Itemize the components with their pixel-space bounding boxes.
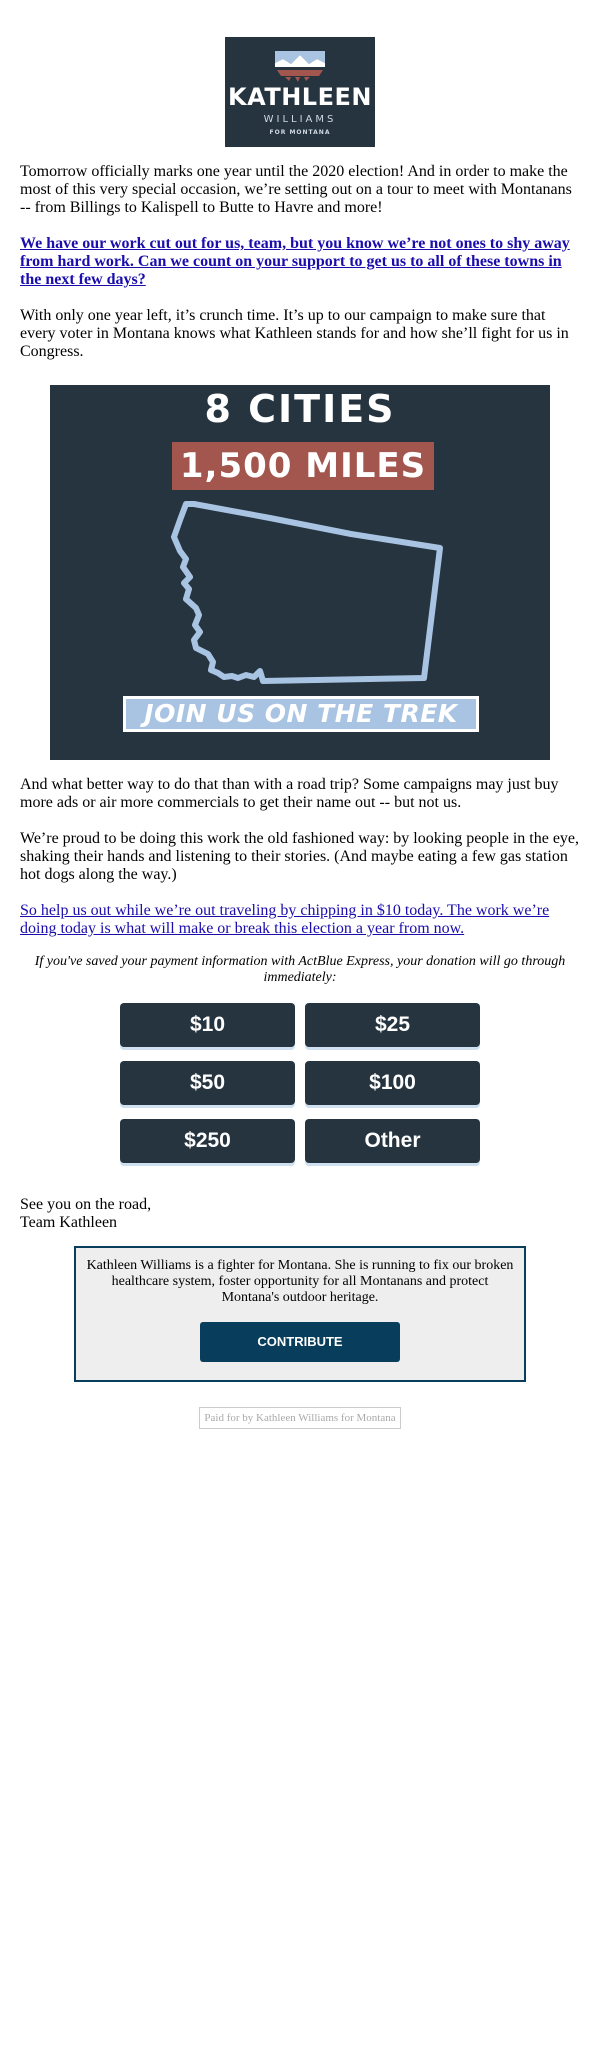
banner-miles: 1,500 MILES xyxy=(172,442,434,490)
banner-cities: 8 CITIES xyxy=(204,387,396,431)
support-link[interactable]: We have our work cut out for us, team, but you know we’re not ones to shy away from hard work. Can we count on your support to get us to all of these towns in the next few days? xyxy=(20,235,570,288)
actblue-note: If you've saved your payment information with ActBlue Express, your donation will go through immediately: xyxy=(34,954,566,985)
donation-buttons xyxy=(120,1003,480,1163)
crunch-paragraph: With only one year left, it’s crunch time. It’s up to our campaign to make sure that every voter in Montana knows what Kathleen stands for and how she’ll fight for us in Congress. xyxy=(20,307,569,360)
donate-100-button[interactable]: $100 xyxy=(305,1061,480,1105)
footer-box xyxy=(74,1246,526,1382)
donate-250-button[interactable]: $250 xyxy=(120,1119,295,1163)
proud-paragraph: We’re proud to be doing this work the old fashioned way: by looking people in the eye, shaking their hands and listening to their stories. (And maybe eating a few gas station hot dogs along the way.) xyxy=(20,830,580,883)
signoff-line: See you on the road, xyxy=(20,1196,152,1213)
campaign-logo xyxy=(225,37,375,147)
join-trek-button[interactable]: JOIN US ON THE TREK xyxy=(123,696,479,732)
donate-10-button[interactable]: $10 xyxy=(120,1003,295,1047)
contribute-button[interactable]: CONTRIBUTE xyxy=(200,1322,400,1362)
footer-text: Kathleen Williams is a fighter for Montana. She is running to fix our broken healthcare system, foster opportunity for all Montanans and protect Montana's outdoor heritage. xyxy=(86,1258,514,1305)
chip-in-link[interactable]: So help us out while we’re out traveling by chipping in $10 today. The work we’re doing today is what will make or break this election a year from now. xyxy=(20,902,550,937)
donate-25-button[interactable]: $25 xyxy=(305,1003,480,1047)
logo-name: KATHLEEN xyxy=(228,83,372,111)
donate-other-button[interactable]: Other xyxy=(305,1119,480,1163)
donate-50-button[interactable]: $50 xyxy=(120,1061,295,1105)
email-body xyxy=(10,0,590,1429)
road-trip-banner[interactable] xyxy=(50,385,550,760)
logo-subtitle: WILLIAMS xyxy=(263,114,337,125)
signoff-team: Team Kathleen xyxy=(20,1214,118,1231)
intro-paragraph: Tomorrow officially marks one year until the 2020 election! And in order to make the most of this very special occasion, we’re setting out on a tour to meet with Montanans -- from Billings to Kalispell to Butte to Havre and more! xyxy=(20,163,572,216)
road-trip-paragraph: And what better way to do that than with a road trip? Some campaigns may just buy more ads or air more commercials to get their name out -- but not us. xyxy=(20,776,559,811)
logo-tagline: FOR MONTANA xyxy=(269,129,331,136)
paid-for-disclaimer: Paid for by Kathleen Williams for Montana xyxy=(199,1407,400,1429)
